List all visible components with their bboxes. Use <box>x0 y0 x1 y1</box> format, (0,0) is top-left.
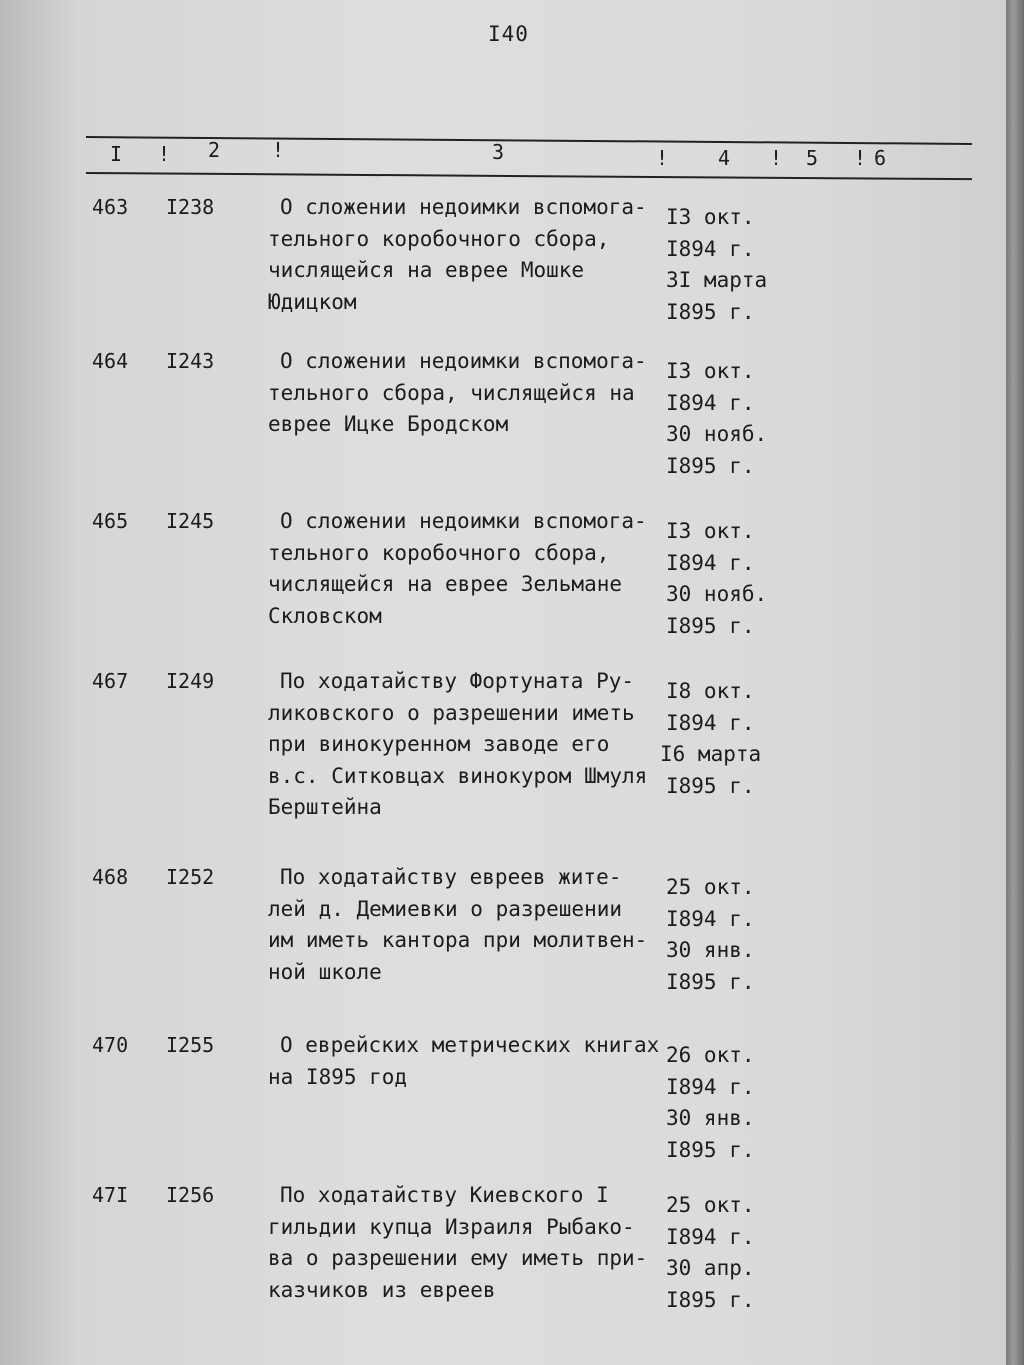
record-description-line: ной школе <box>268 959 382 984</box>
record-description-line: ликовского о разрешении иметь <box>268 700 635 725</box>
header-sep-1: ! <box>158 142 171 166</box>
record-number: 470 <box>92 1033 129 1057</box>
record-description-line: О еврейских метрических книгах <box>280 1033 660 1057</box>
header-col-1: I <box>110 142 123 166</box>
record-date-line: 30 янв. <box>666 938 755 962</box>
record-date-line: I894 г. <box>666 1224 755 1249</box>
record-date-line: I895 г. <box>666 299 755 324</box>
file-number: I255 <box>166 1033 215 1057</box>
record-description-line: По ходатайству Фортуната Ру- <box>280 669 635 693</box>
record-description-line: ва о разрешении ему иметь при- <box>268 1246 648 1270</box>
record-description-line: Юдицком <box>268 289 357 314</box>
record-description-line: О сложении недоимки вспомога- <box>280 349 647 373</box>
header-bottom-rule <box>86 172 972 180</box>
record-date-line: 30 нояб. <box>666 422 768 446</box>
record-date-line: I895 г. <box>666 773 755 798</box>
record-date-line: I894 г. <box>666 236 755 261</box>
record-date-line: I894 г. <box>666 906 755 931</box>
record-date-line: I894 г. <box>666 1074 755 1099</box>
header-sep-3: ! <box>656 146 669 170</box>
record-date-line: I895 г. <box>666 453 755 478</box>
file-number: I245 <box>166 509 215 533</box>
record-number: 464 <box>92 349 129 373</box>
record-number: 468 <box>92 865 129 889</box>
record-description-line: тельного коробочного сбора, <box>268 226 610 251</box>
record-date-line: 30 апр. <box>666 1256 755 1280</box>
record-description-line: тельного коробочного сбора, <box>268 540 610 565</box>
header-col-4: 4 <box>718 146 731 170</box>
header-col-2: 2 <box>208 138 221 162</box>
record-description-line: лей д. Демиевки о разрешении <box>268 896 623 921</box>
record-date-line: 25 окт. <box>666 1193 755 1217</box>
record-date-line: I894 г. <box>666 390 755 415</box>
record-date-line: 30 нояб. <box>666 582 768 606</box>
record-date-line: I3 окт. <box>666 359 755 383</box>
record-date-line: I894 г. <box>666 550 755 575</box>
page-edge <box>1006 0 1024 1365</box>
record-description-line: еврее Ицке Бродском <box>268 412 509 436</box>
file-number: I252 <box>166 865 215 889</box>
file-number: I243 <box>166 349 215 373</box>
record-date-line: I895 г. <box>666 1137 755 1162</box>
record-date-line: I894 г. <box>666 710 755 735</box>
header-sep-4: ! <box>770 146 783 170</box>
header-col-5: 5 <box>806 146 819 170</box>
record-date-line: 25 окт. <box>666 875 755 899</box>
record-description-line: По ходатайству Киевского I <box>280 1183 609 1207</box>
record-number: 47I <box>92 1183 129 1207</box>
file-number: I256 <box>166 1183 215 1207</box>
header-col-3: 3 <box>492 140 505 164</box>
record-date-line: 3I марта <box>666 268 768 292</box>
record-description-line: им иметь кантора при молитвен- <box>268 928 648 952</box>
record-date-line: I895 г. <box>666 613 755 638</box>
record-description-line: гильдии купца Израиля Рыбако- <box>268 1214 635 1239</box>
record-description-line: числящейся на еврее Мошке <box>268 258 585 282</box>
record-description-line: на I895 год <box>268 1064 408 1089</box>
record-date-line: I6 марта <box>660 742 762 766</box>
record-number: 465 <box>92 509 129 533</box>
record-date-line: 26 окт. <box>666 1043 755 1067</box>
header-col-6: 6 <box>874 146 887 170</box>
record-number: 467 <box>92 669 129 693</box>
record-date-line: I895 г. <box>666 1287 755 1312</box>
record-description-line: казчиков из евреев <box>268 1277 496 1302</box>
header-sep-2: ! <box>272 138 285 162</box>
record-description-line: Берштейна <box>268 795 382 819</box>
record-description-line: в.с. Ситковцах винокуром Шмуля <box>268 763 648 788</box>
record-date-line: I3 окт. <box>666 205 755 229</box>
record-description-line: числящейся на еврее Зельмане <box>268 572 623 596</box>
record-description-line: Скловском <box>268 603 382 628</box>
file-number: I249 <box>166 669 215 693</box>
record-number: 463 <box>92 195 129 219</box>
record-description-line: О сложении недоимки вспомога- <box>280 195 647 219</box>
record-description-line: По ходатайству евреев жите- <box>280 865 622 889</box>
record-description-line: О сложении недоимки вспомога- <box>280 509 647 533</box>
header-sep-5: ! <box>854 146 867 170</box>
record-date-line: 30 янв. <box>666 1106 755 1130</box>
record-date-line: I3 окт. <box>666 519 755 543</box>
record-description-line: при винокуренном заводе его <box>268 732 610 756</box>
page-number: I40 <box>488 22 529 46</box>
record-date-line: I8 окт. <box>666 679 755 703</box>
file-number: I238 <box>166 195 215 219</box>
record-date-line: I895 г. <box>666 969 755 994</box>
record-description-line: тельного сбора, числящейся на <box>268 380 635 405</box>
